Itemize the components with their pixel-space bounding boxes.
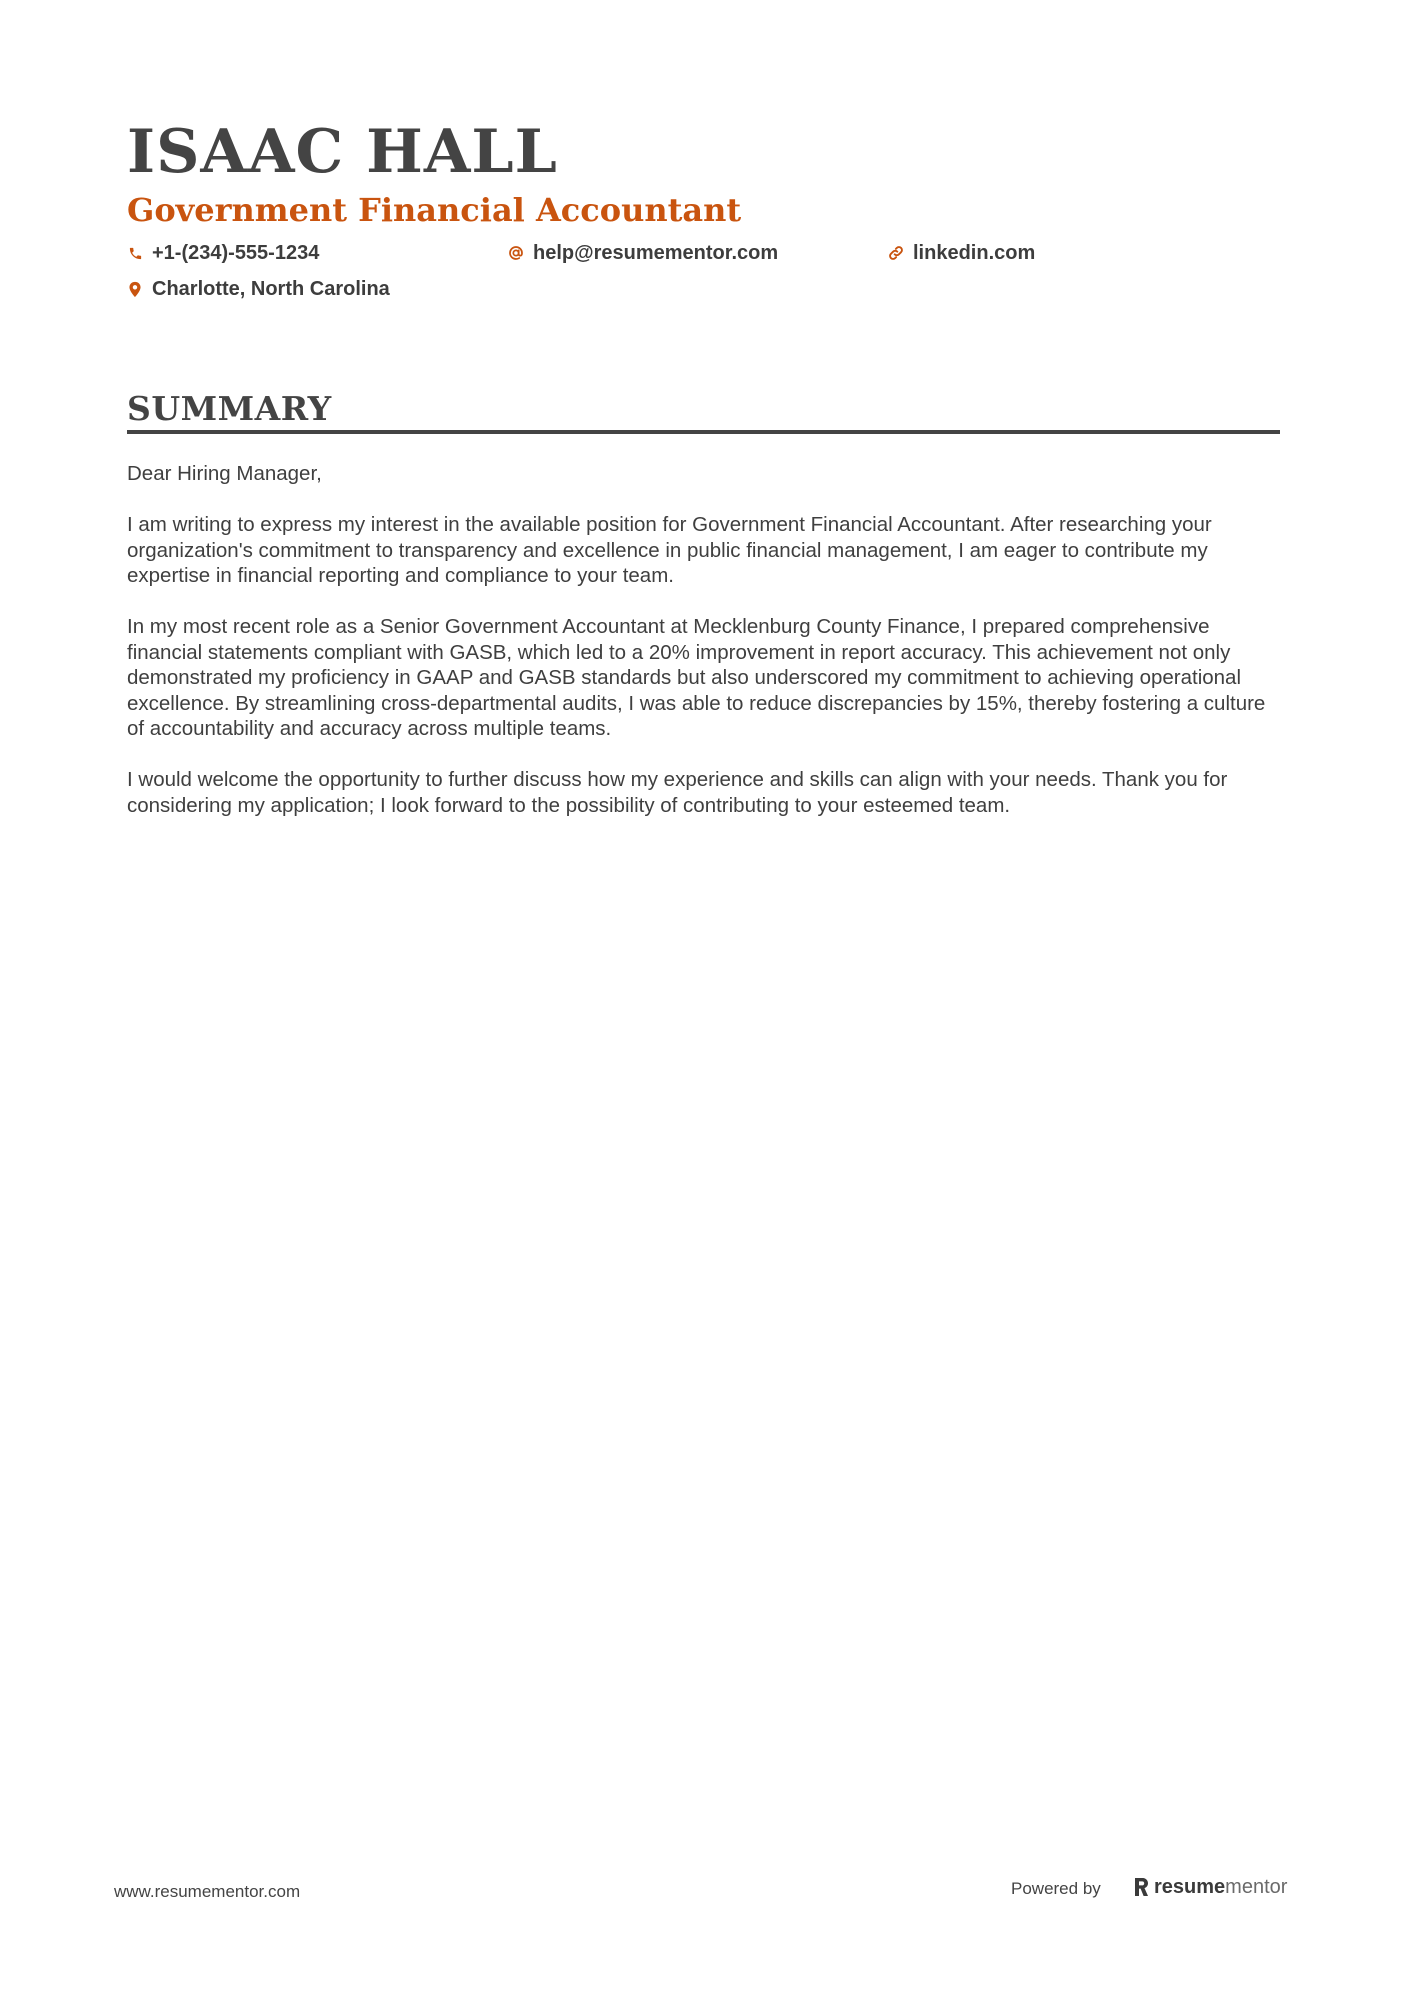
summary-heading: SUMMARY (127, 389, 332, 428)
contact-phone (127, 239, 319, 267)
email-link[interactable]: help@resumementor.com (533, 242, 779, 264)
brand-name-light: mentor (1225, 1876, 1288, 1898)
location-text: Charlotte, North Carolina (152, 278, 390, 300)
footer-url[interactable]: www.resumementor.com (114, 1882, 301, 1901)
resumementor-logo-icon (1133, 1877, 1149, 1897)
letter-paragraph: I am writing to express my interest in the available position for Government Financial Accountant. After researching your organization's commitment to transparency and excellence in public financial management, I am eager to contribute my expertise in financial reporting and compliance to your team. (127, 513, 1212, 587)
link-icon (888, 245, 904, 261)
phone-text[interactable]: +1-(234)-555-1234 (152, 242, 320, 264)
phone-icon (127, 245, 143, 261)
letter-body (127, 461, 1287, 844)
linkedin-link[interactable]: linkedin.com (913, 242, 1036, 264)
brand-name-strong: resume (1154, 1876, 1226, 1898)
contact-location (127, 275, 390, 303)
letter-paragraph: In my most recent role as a Senior Government Accountant at Mecklenburg County Finance, I prepared comprehensive financial statements compliant with GASB, which led to a 20% improvement in report accuracy. This achievement not only demonstrated my proficiency in GAAP and GASB standards but also underscored my commitment to achieving operational excellence. By streamlining cross-departmental audits, I was able to reduce discrepancies by 15%, thereby fostering a culture of accountability and accuracy across multiple teams. (127, 615, 1266, 740)
section-divider (127, 430, 1280, 434)
salutation: Dear Hiring Manager, (127, 462, 322, 485)
contact-email (508, 239, 778, 267)
powered-by-label: Powered by (1011, 1879, 1101, 1898)
map-pin-icon (127, 281, 143, 297)
brand-logo[interactable] (1133, 1874, 1287, 1900)
contact-linkedin (888, 239, 1035, 267)
candidate-name: ISAAC HALL (127, 117, 558, 187)
at-sign-icon (508, 245, 524, 261)
letter-paragraph: I would welcome the opportunity to further discuss how my experience and skills can align with your needs. Thank you for considering my application; I look forward to the possibility of contributing to your esteemed team. (127, 768, 1228, 817)
job-title: Government Financial Accountant (127, 191, 742, 229)
